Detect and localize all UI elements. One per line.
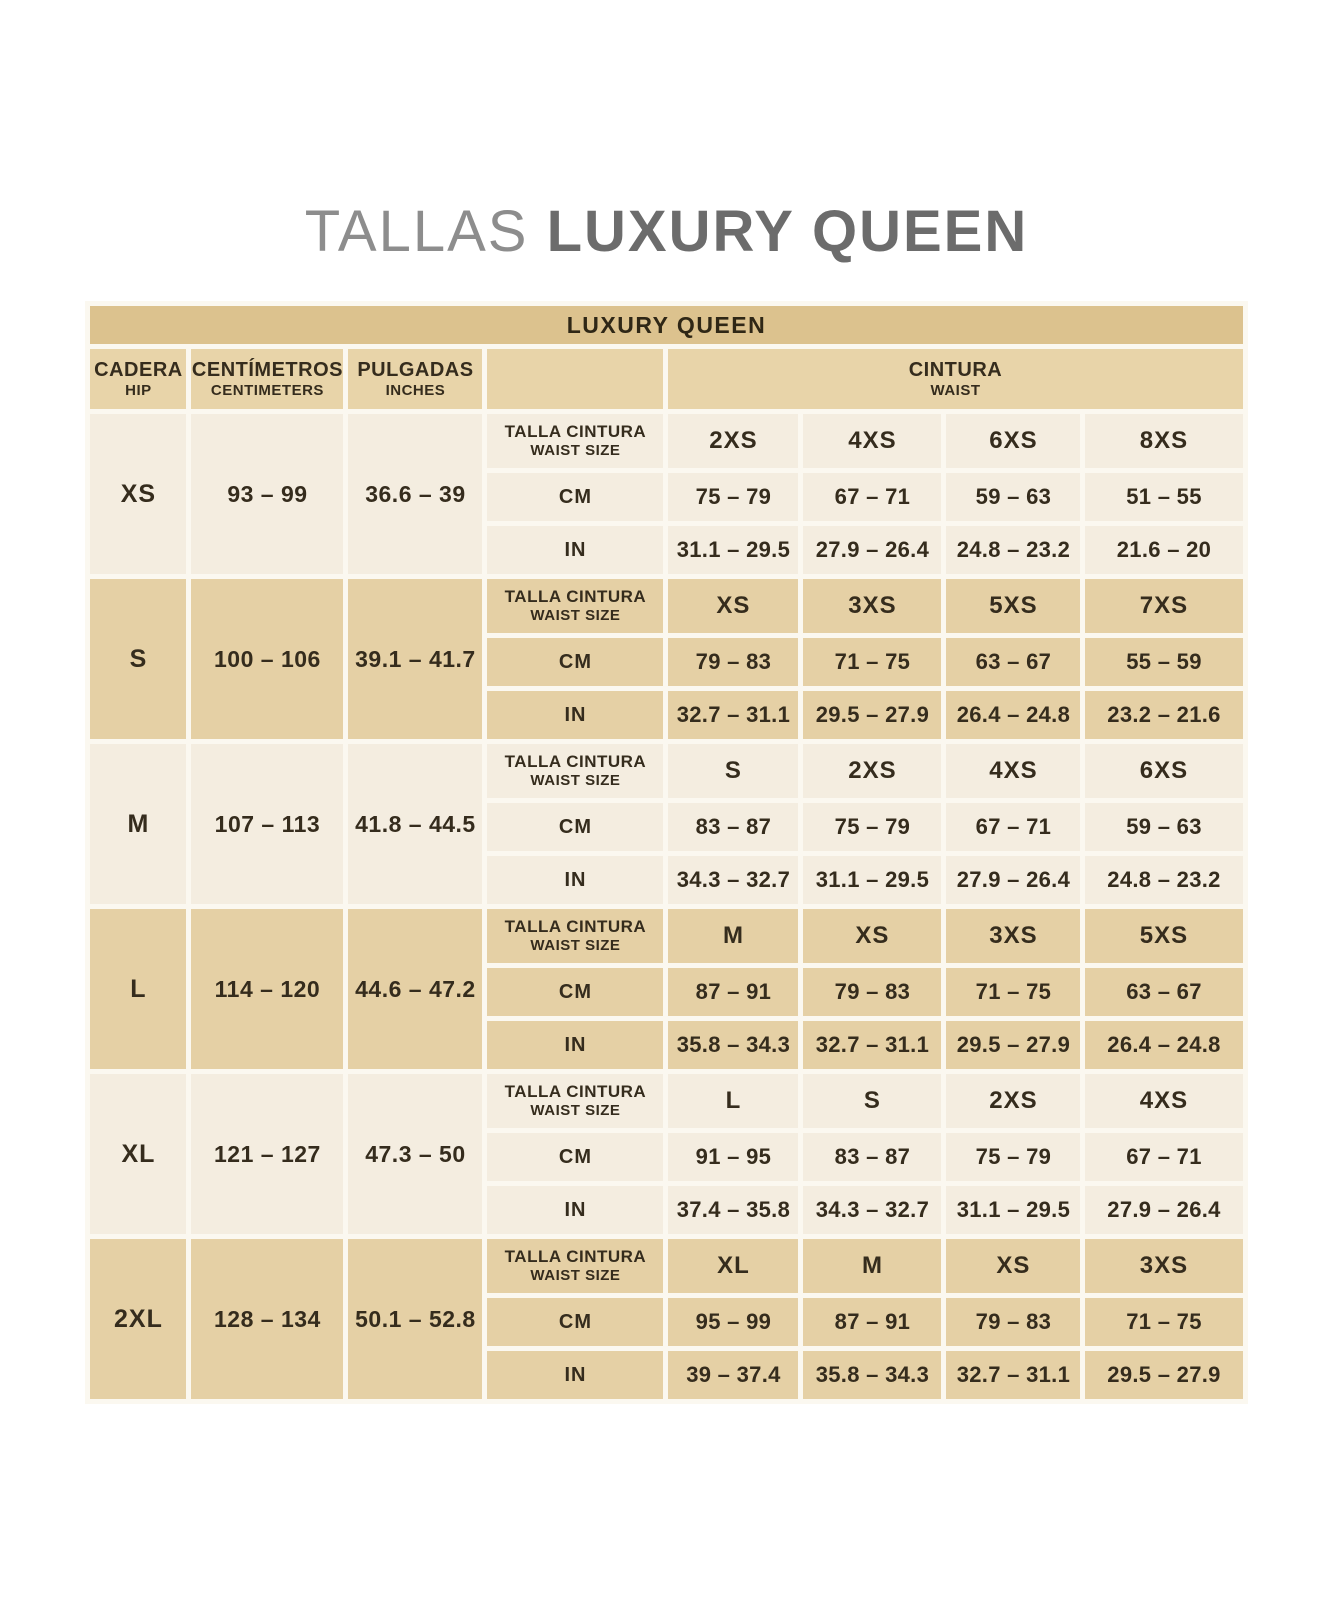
band-row <box>90 306 1242 344</box>
size-group-row-s <box>90 579 1242 633</box>
waist-in-range: 27.9 – 26.4 <box>1085 1186 1242 1234</box>
waist-size-value: M <box>803 1239 941 1293</box>
hip-in-range: 44.6 – 47.2 <box>348 909 482 1069</box>
hip-size-label: XS <box>90 414 186 574</box>
waist-size-value: 6XS <box>946 414 1080 468</box>
waist-size-value: 2XS <box>803 744 941 798</box>
in-row-label: IN <box>487 691 663 739</box>
hip-size-label: 2XL <box>90 1239 186 1399</box>
waist-size-value: XS <box>668 579 798 633</box>
waist-size-value: L <box>668 1074 798 1128</box>
cm-row-label: CM <box>487 638 663 686</box>
waist-cm-range: 79 – 83 <box>668 638 798 686</box>
waist-cm-range: 51 – 55 <box>1085 473 1242 521</box>
waist-in-range: 31.1 – 29.5 <box>946 1186 1080 1234</box>
waist-in-range: 29.5 – 27.9 <box>803 691 941 739</box>
header-waist-sub: WAIST <box>930 381 981 399</box>
waist-cm-range: 75 – 79 <box>803 803 941 851</box>
waist-cm-range: 59 – 63 <box>1085 803 1242 851</box>
waist-size-value: S <box>803 1074 941 1128</box>
waist-cm-range: 63 – 67 <box>946 638 1080 686</box>
hip-in-range: 47.3 – 50 <box>348 1074 482 1234</box>
waist-in-range: 35.8 – 34.3 <box>803 1351 941 1399</box>
waist-size-row-label <box>487 909 663 963</box>
waist-in-range: 31.1 – 29.5 <box>668 526 798 574</box>
header-row <box>90 349 1242 409</box>
waist-size-value: 6XS <box>1085 744 1242 798</box>
waist-size-row-label <box>487 1074 663 1128</box>
hip-in-range: 50.1 – 52.8 <box>348 1239 482 1399</box>
waist-in-range: 39 – 37.4 <box>668 1351 798 1399</box>
waist-cm-range: 79 – 83 <box>946 1298 1080 1346</box>
page-title <box>0 0 1333 265</box>
waist-cm-range: 59 – 63 <box>946 473 1080 521</box>
waist-in-range: 37.4 – 35.8 <box>668 1186 798 1234</box>
waist-in-range: 34.3 – 32.7 <box>803 1186 941 1234</box>
waist-size-row-label <box>487 414 663 468</box>
waist-cm-range: 71 – 75 <box>803 638 941 686</box>
size-groups-body <box>90 414 1242 1399</box>
waist-size-value: 2XS <box>668 414 798 468</box>
header-waist <box>668 349 1242 409</box>
waist-size-row-label <box>487 579 663 633</box>
page-title-space <box>528 199 546 264</box>
cm-row-label: CM <box>487 968 663 1016</box>
waist-cm-range: 75 – 79 <box>946 1133 1080 1181</box>
header-inches-sub: INCHES <box>385 381 446 399</box>
waist-size-value: S <box>668 744 798 798</box>
hip-size-label: XL <box>90 1074 186 1234</box>
waist-size-value: 7XS <box>1085 579 1242 633</box>
in-row-label: IN <box>487 856 663 904</box>
waist-cm-range: 63 – 67 <box>1085 968 1242 1016</box>
waist-size-value: XS <box>803 909 941 963</box>
waist-cm-range: 91 – 95 <box>668 1133 798 1181</box>
waist-in-range: 26.4 – 24.8 <box>1085 1021 1242 1069</box>
header-waist-main: CINTURA <box>908 358 1003 381</box>
hip-size-label: M <box>90 744 186 904</box>
size-group-row-m <box>90 744 1242 798</box>
waist-cm-range: 67 – 71 <box>946 803 1080 851</box>
waist-size-label-sub: WAIST SIZE <box>530 1266 621 1284</box>
header-centimeters <box>191 349 343 409</box>
waist-size-value: M <box>668 909 798 963</box>
waist-size-row-label <box>487 744 663 798</box>
waist-in-range: 31.1 – 29.5 <box>803 856 941 904</box>
size-chart-table <box>85 301 1247 1404</box>
waist-size-label-sub: WAIST SIZE <box>530 771 621 789</box>
waist-size-label-main: TALLA CINTURA <box>504 1082 647 1102</box>
size-group-row-2xl <box>90 1239 1242 1293</box>
waist-size-value: 8XS <box>1085 414 1242 468</box>
waist-size-value: 4XS <box>946 744 1080 798</box>
waist-size-label-main: TALLA CINTURA <box>504 752 647 772</box>
waist-size-label-sub: WAIST SIZE <box>530 1101 621 1119</box>
waist-size-label-main: TALLA CINTURA <box>504 1247 647 1267</box>
waist-cm-range: 67 – 71 <box>1085 1133 1242 1181</box>
cm-row-label: CM <box>487 473 663 521</box>
header-hip <box>90 349 186 409</box>
waist-in-range: 29.5 – 27.9 <box>946 1021 1080 1069</box>
waist-size-label-sub: WAIST SIZE <box>530 936 621 954</box>
hip-cm-range: 114 – 120 <box>191 909 343 1069</box>
header-centimeters-sub: CENTIMETERS <box>210 381 324 399</box>
hip-in-range: 39.1 – 41.7 <box>348 579 482 739</box>
waist-size-row-label <box>487 1239 663 1293</box>
hip-cm-range: 100 – 106 <box>191 579 343 739</box>
waist-cm-range: 55 – 59 <box>1085 638 1242 686</box>
waist-cm-range: 83 – 87 <box>668 803 798 851</box>
waist-size-label-main: TALLA CINTURA <box>504 917 647 937</box>
waist-in-range: 27.9 – 26.4 <box>946 856 1080 904</box>
table-title-band: LUXURY QUEEN <box>90 306 1242 344</box>
in-row-label: IN <box>487 1021 663 1069</box>
waist-in-range: 23.2 – 21.6 <box>1085 691 1242 739</box>
waist-cm-range: 71 – 75 <box>1085 1298 1242 1346</box>
hip-cm-range: 128 – 134 <box>191 1239 343 1399</box>
waist-in-range: 24.8 – 23.2 <box>1085 856 1242 904</box>
waist-in-range: 32.7 – 31.1 <box>668 691 798 739</box>
waist-size-value: 5XS <box>1085 909 1242 963</box>
waist-cm-range: 95 – 99 <box>668 1298 798 1346</box>
in-row-label: IN <box>487 1351 663 1399</box>
waist-in-range: 32.7 – 31.1 <box>946 1351 1080 1399</box>
waist-size-label-sub: WAIST SIZE <box>530 606 621 624</box>
hip-cm-range: 93 – 99 <box>191 414 343 574</box>
header-centimeters-main: CENTÍMETROS <box>191 358 343 381</box>
cm-row-label: CM <box>487 1133 663 1181</box>
waist-cm-range: 75 – 79 <box>668 473 798 521</box>
waist-size-value: 4XS <box>803 414 941 468</box>
waist-size-label-main: TALLA CINTURA <box>504 587 647 607</box>
waist-cm-range: 71 – 75 <box>946 968 1080 1016</box>
waist-size-value: 3XS <box>803 579 941 633</box>
hip-cm-range: 107 – 113 <box>191 744 343 904</box>
waist-size-value: 2XS <box>946 1074 1080 1128</box>
header-spacer-cell <box>487 349 663 409</box>
size-group-row-xs <box>90 414 1242 468</box>
size-group-row-xl <box>90 1074 1242 1128</box>
hip-size-label: S <box>90 579 186 739</box>
waist-in-range: 35.8 – 34.3 <box>668 1021 798 1069</box>
hip-cm-range: 121 – 127 <box>191 1074 343 1234</box>
waist-in-range: 32.7 – 31.1 <box>803 1021 941 1069</box>
waist-cm-range: 67 – 71 <box>803 473 941 521</box>
size-group-row-l <box>90 909 1242 963</box>
waist-cm-range: 83 – 87 <box>803 1133 941 1181</box>
waist-size-label-sub: WAIST SIZE <box>530 441 621 459</box>
header-hip-main: CADERA <box>94 358 183 381</box>
waist-cm-range: 87 – 91 <box>803 1298 941 1346</box>
header-hip-sub: HIP <box>125 381 152 399</box>
waist-in-range: 29.5 – 27.9 <box>1085 1351 1242 1399</box>
in-row-label: IN <box>487 1186 663 1234</box>
hip-in-range: 41.8 – 44.5 <box>348 744 482 904</box>
waist-cm-range: 79 – 83 <box>803 968 941 1016</box>
waist-size-value: 3XS <box>1085 1239 1242 1293</box>
cm-row-label: CM <box>487 803 663 851</box>
hip-in-range: 36.6 – 39 <box>348 414 482 574</box>
waist-cm-range: 87 – 91 <box>668 968 798 1016</box>
waist-in-range: 34.3 – 32.7 <box>668 856 798 904</box>
waist-in-range: 24.8 – 23.2 <box>946 526 1080 574</box>
header-inches-main: PULGADAS <box>357 358 474 381</box>
waist-size-value: XL <box>668 1239 798 1293</box>
waist-in-range: 26.4 – 24.8 <box>946 691 1080 739</box>
in-row-label: IN <box>487 526 663 574</box>
waist-size-value: 5XS <box>946 579 1080 633</box>
waist-size-value: XS <box>946 1239 1080 1293</box>
page-title-light: TALLAS <box>304 199 529 264</box>
waist-size-value: 3XS <box>946 909 1080 963</box>
waist-size-label-main: TALLA CINTURA <box>504 422 647 442</box>
page-title-bold: LUXURY QUEEN <box>546 199 1029 264</box>
header-inches <box>348 349 482 409</box>
waist-in-range: 21.6 – 20 <box>1085 526 1242 574</box>
waist-in-range: 27.9 – 26.4 <box>803 526 941 574</box>
waist-size-value: 4XS <box>1085 1074 1242 1128</box>
hip-size-label: L <box>90 909 186 1069</box>
cm-row-label: CM <box>487 1298 663 1346</box>
